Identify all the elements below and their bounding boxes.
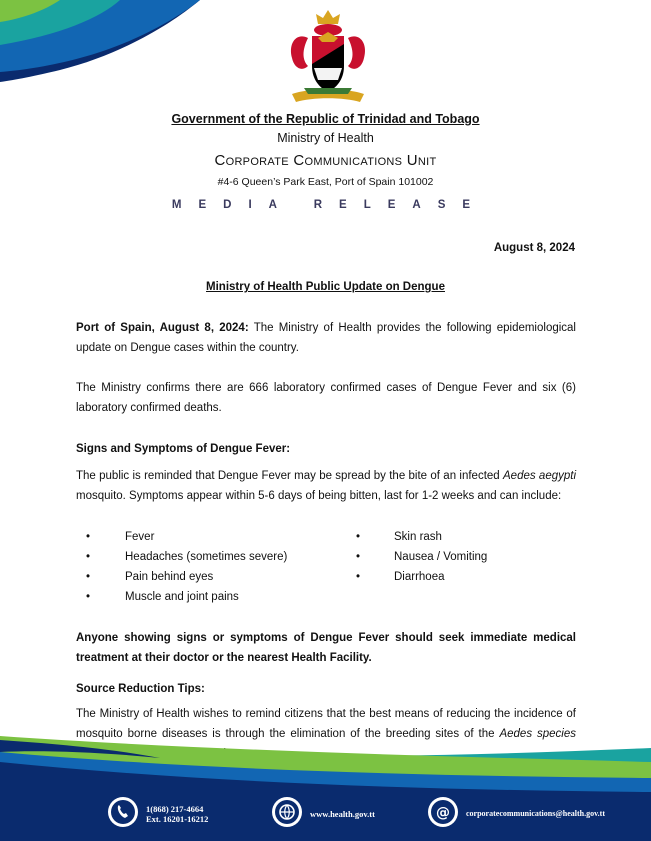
source-reduction-heading: Source Reduction Tips:	[76, 683, 205, 695]
signs-heading: Signs and Symptoms of Dengue Fever:	[76, 443, 291, 455]
release-date: August 8, 2024	[493, 242, 575, 254]
intro-lead: Port of Spain, August 8, 2024:	[76, 322, 249, 334]
phone-extension: Ext. 16201-16212	[146, 814, 209, 824]
email-link[interactable]: corporatecommunications@health.gov.tt	[466, 809, 605, 818]
email-icon	[428, 797, 458, 827]
website-link[interactable]: www.health.gov.tt	[310, 809, 375, 819]
confirmed-cases-paragraph: The Ministry confirms there are 666 laboratory confirmed cases of Dengue Fever and six (6) laboratory confirmed deaths.	[76, 382, 576, 414]
media-release-label: MEDIA RELEASE	[171, 199, 488, 211]
unit-name: Corporate Communications Unit	[214, 152, 437, 169]
source-reduction-paragraph: The Ministry of Health wishes to remind citizens that the best means of reducing the incidence of mosquito borne diseases is through the elimination of the breeding sites of the Aedes species	[76, 708, 577, 740]
ministry-address: #4-6 Queen’s Park East, Port of Spain 101002	[217, 176, 434, 188]
phone-contact	[146, 804, 208, 824]
phone-number: 1(868) 217-4664	[146, 804, 204, 814]
release-title: Ministry of Health Public Update on Dengue	[206, 281, 445, 293]
phone-icon	[108, 797, 138, 827]
intro-text: The Ministry of Health provides the following epidemiological update on Dengue cases within the country.	[76, 322, 576, 354]
intro-paragraph	[76, 318, 576, 358]
warning-paragraph: Anyone showing signs or symptoms of Dengue Fever should seek immediate medical treatment at their doctor or the nearest Health Facility.	[76, 632, 576, 664]
coat-of-arms-emblem	[278, 8, 378, 108]
globe-icon	[272, 797, 302, 827]
species-name: Aedes aegypti	[503, 470, 577, 482]
svg-text:@: @	[436, 805, 450, 821]
ministry-name: Ministry of Health	[277, 131, 374, 145]
header-swoosh	[0, 0, 210, 110]
government-name: Government of the Republic of Trinidad and Tobago	[171, 112, 480, 126]
signs-paragraph: The public is reminded that Dengue Fever may be spread by the bite of an infected Aedes aegypti mosquito. Symptoms appear within 5-6 days of being bitten, last for 1-2 weeks and can include:	[76, 470, 577, 502]
species-name: Aedes species	[499, 728, 577, 740]
footer-band	[0, 700, 651, 841]
